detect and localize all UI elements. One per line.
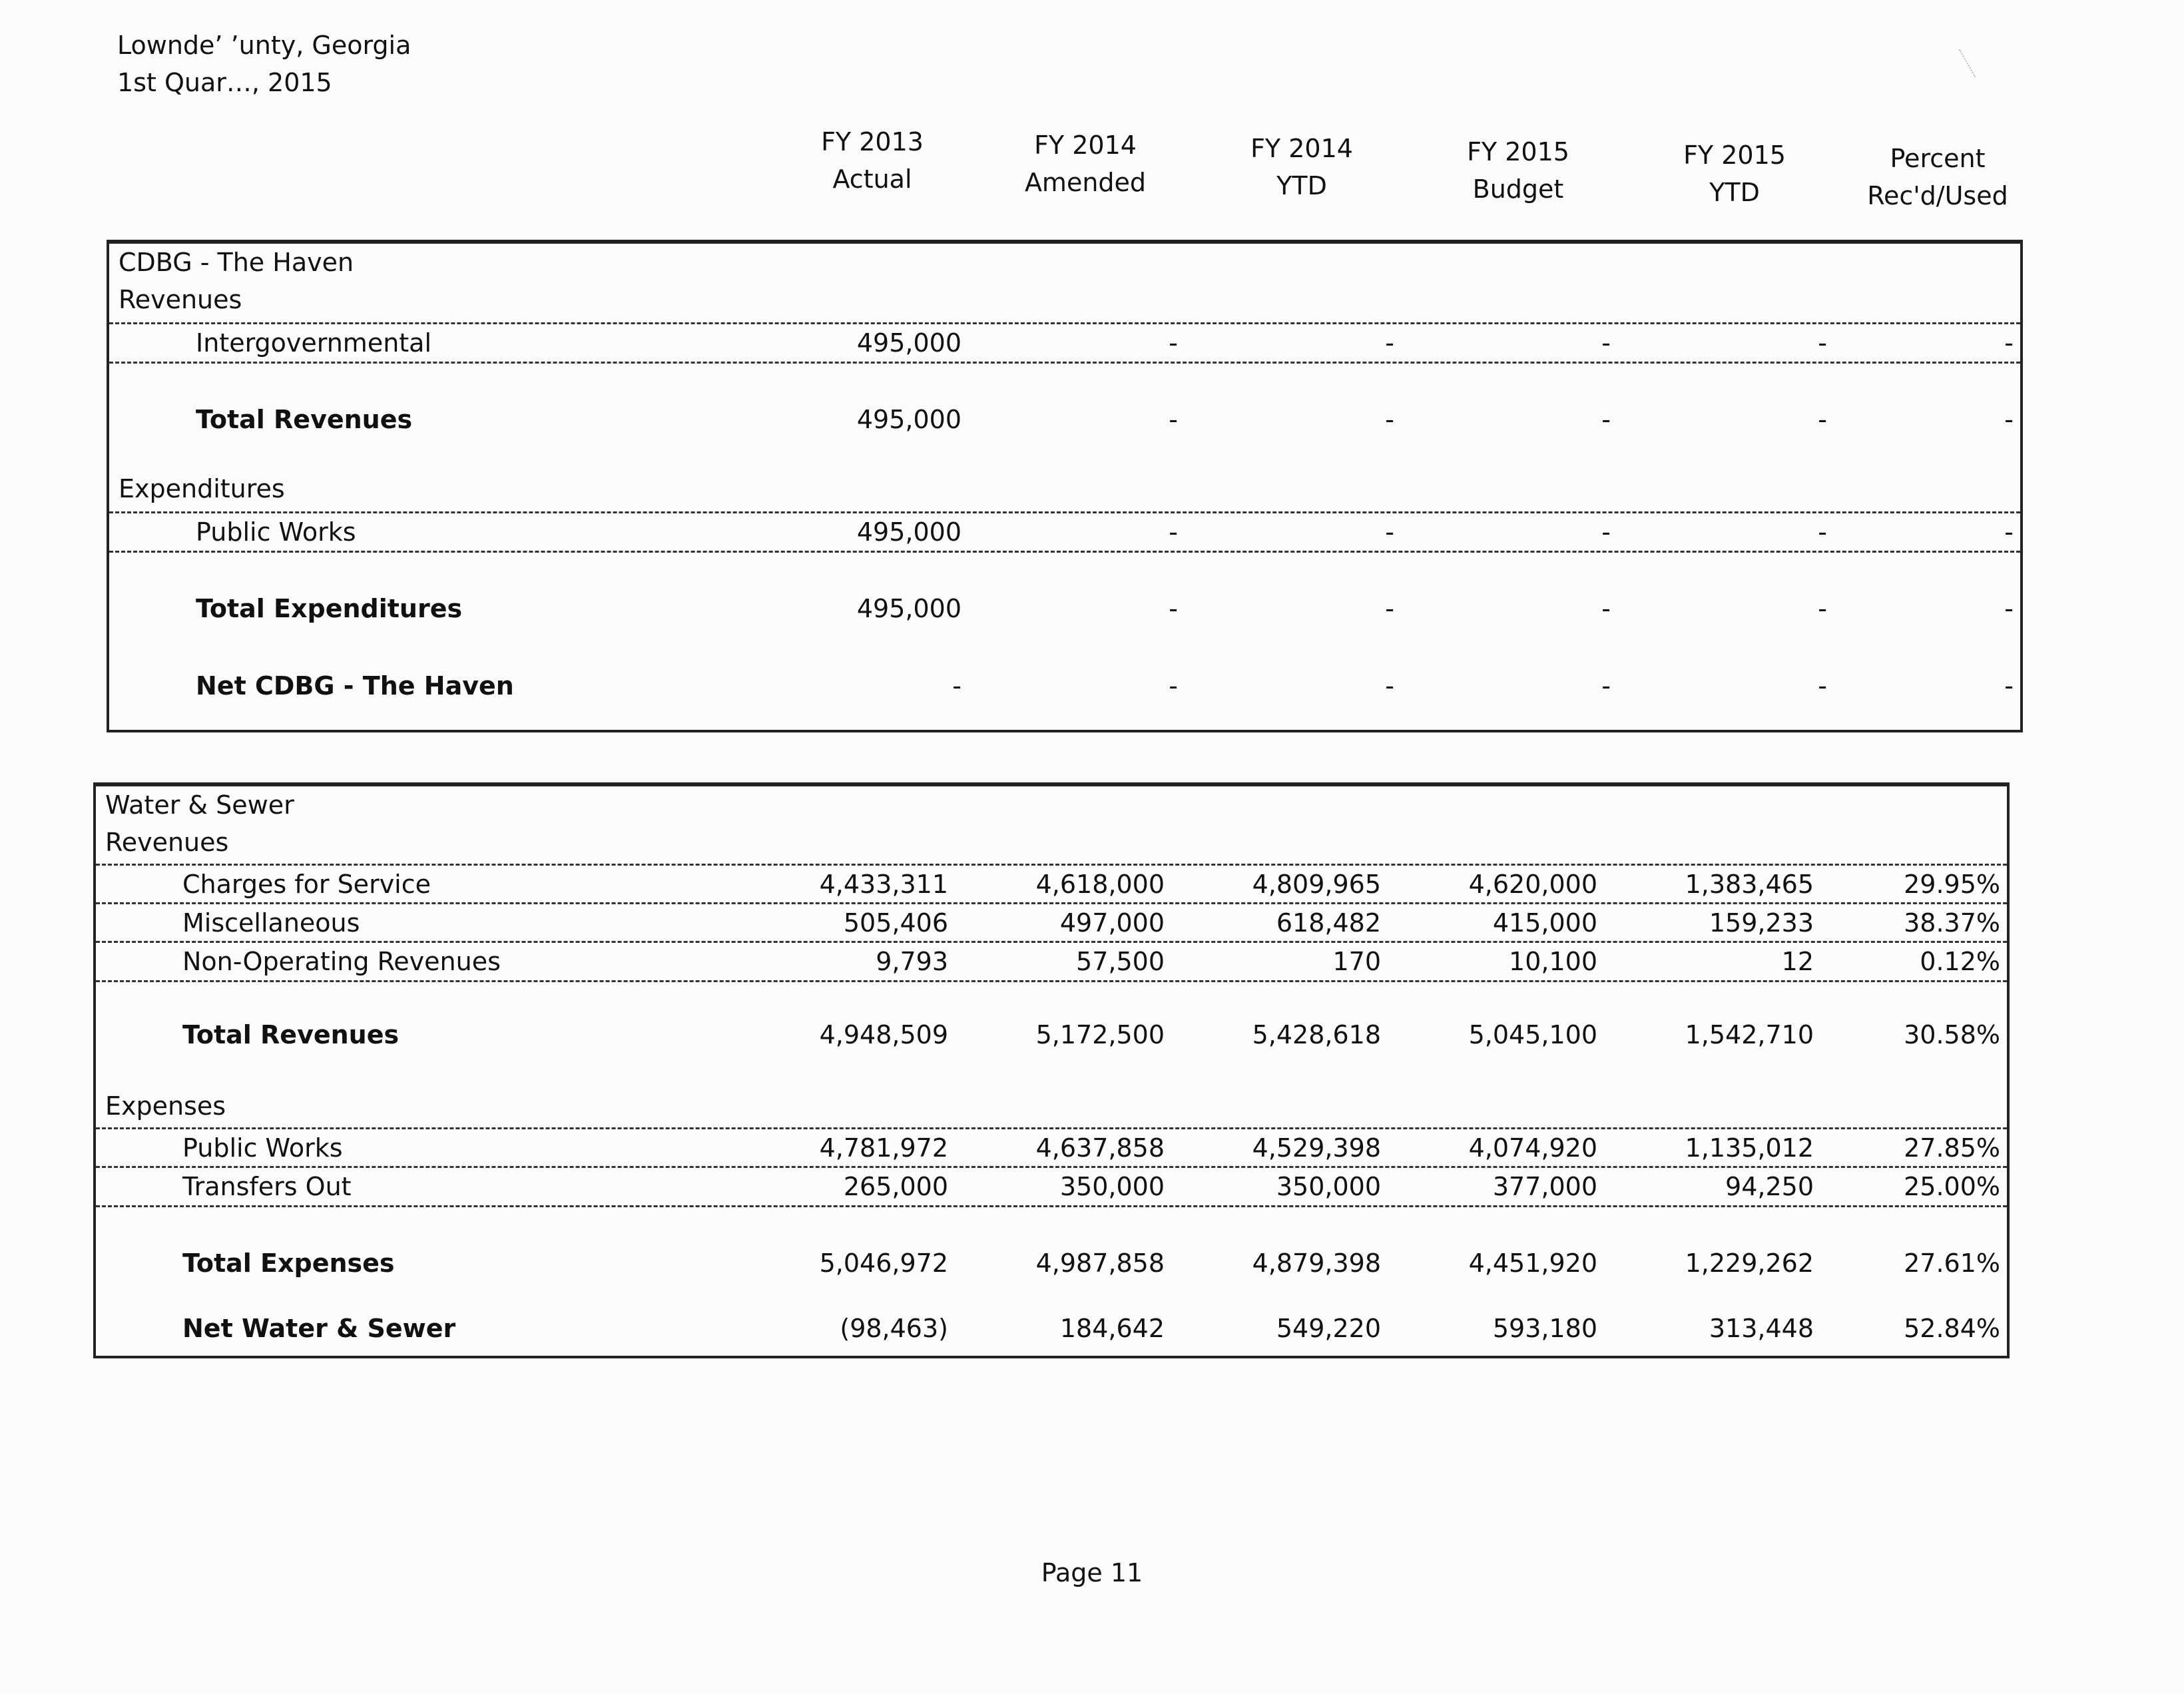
cell-percent: - — [2004, 517, 2014, 547]
cell-percent: - — [2004, 671, 2014, 701]
cell-fy2014-ytd: 4,879,398 — [1252, 1249, 1381, 1278]
cell-fy2015-budget: - — [1601, 328, 1611, 358]
row-label: Total Revenues — [196, 405, 413, 434]
water-sewer-section — [93, 782, 2010, 1358]
cell-percent: - — [2004, 328, 2014, 358]
cell-fy2014-ytd: - — [1385, 405, 1394, 434]
report-header — [117, 27, 411, 101]
cell-fy2013-actual: 495,000 — [856, 594, 961, 623]
cell-fy2014-amended: - — [1169, 517, 1178, 547]
cell-fy2015-ytd: - — [1818, 517, 1827, 547]
cell-fy2014-ytd: 170 — [1332, 947, 1381, 976]
cell-fy2013-actual: 495,000 — [856, 405, 961, 434]
column-header-line: Amended — [1024, 168, 1147, 197]
cell-fy2014-ytd: - — [1385, 517, 1394, 547]
column-header-line: FY 2013 — [821, 127, 924, 156]
column-header-percent — [1838, 140, 2038, 214]
cell-fy2015-budget: 4,451,920 — [1468, 1249, 1597, 1278]
period-title: 1st Quar…, 2015 — [117, 68, 332, 97]
cell-fy2014-amended: - — [1169, 594, 1178, 623]
cell-fy2014-ytd: - — [1385, 671, 1394, 701]
cell-fy2015-ytd: 1,542,710 — [1685, 1020, 1814, 1049]
cell-fy2013-actual: - — [952, 671, 961, 701]
cell-percent: - — [2004, 405, 2014, 434]
cell-fy2015-budget: 4,074,920 — [1468, 1133, 1597, 1163]
cell-fy2015-ytd: - — [1818, 594, 1827, 623]
table-row — [109, 401, 2020, 438]
cell-fy2014-ytd: 618,482 — [1276, 908, 1381, 938]
row-label: Charges for Service — [182, 870, 431, 899]
cdbg-expenditures-heading-row — [109, 470, 2020, 507]
section-title: CDBG - The Haven — [119, 248, 354, 277]
cell-fy2015-ytd: 1,383,465 — [1685, 870, 1814, 899]
column-header-fy2015-budget — [1418, 133, 1618, 208]
row-label: Total Revenues — [182, 1020, 400, 1049]
cell-fy2015-budget: - — [1601, 405, 1611, 434]
row-label: Net CDBG - The Haven — [196, 671, 514, 701]
cell-fy2014-amended: - — [1169, 328, 1178, 358]
row-label: Total Expenditures — [196, 594, 463, 623]
row-label: Transfers Out — [182, 1172, 352, 1201]
cell-fy2014-amended: 4,637,858 — [1035, 1133, 1165, 1163]
scan-mark — [1938, 49, 1976, 90]
column-header-line: YTD — [1709, 178, 1760, 207]
row-label: Intergovernmental — [196, 328, 432, 358]
water-title-row — [96, 786, 2007, 824]
column-header-fy2014-ytd — [1202, 130, 1402, 204]
section-title: Water & Sewer — [105, 790, 294, 820]
cell-fy2013-actual: 5,046,972 — [819, 1249, 948, 1278]
county-title: Lowndeʼ ʼunty, Georgia — [117, 31, 411, 60]
column-header-fy2013-actual — [772, 123, 972, 198]
cell-fy2015-ytd: 12 — [1781, 947, 1814, 976]
cell-fy2015-budget: 10,100 — [1509, 947, 1597, 976]
cell-fy2015-ytd: 1,229,262 — [1685, 1249, 1814, 1278]
cell-fy2013-actual: 4,433,311 — [819, 870, 948, 899]
cell-percent: 0.12% — [1920, 947, 2000, 976]
water-revenues-heading-row — [96, 824, 2007, 861]
water-expenses-heading-row — [96, 1087, 2007, 1125]
cell-fy2013-actual: 495,000 — [856, 517, 961, 547]
cell-fy2014-ytd: 4,529,398 — [1252, 1133, 1381, 1163]
table-row — [109, 322, 2020, 364]
cell-fy2015-ytd: - — [1818, 328, 1827, 358]
cell-fy2014-amended: - — [1169, 671, 1178, 701]
cell-fy2014-amended: 4,987,858 — [1035, 1249, 1165, 1278]
cell-percent: - — [2004, 594, 2014, 623]
column-header-line: Actual — [832, 164, 912, 194]
cell-fy2015-ytd: 1,135,012 — [1685, 1133, 1814, 1163]
table-row — [96, 864, 2007, 903]
page-number: Page 11 — [1041, 1558, 1143, 1587]
row-label: Total Expenses — [182, 1249, 395, 1278]
table-row — [109, 667, 2020, 705]
cell-fy2015-budget: - — [1601, 594, 1611, 623]
column-header-line: Rec'd/Used — [1867, 181, 2008, 210]
cell-fy2015-budget: 377,000 — [1492, 1172, 1597, 1201]
cell-percent: 29.95% — [1904, 870, 2000, 899]
cell-fy2013-actual: 265,000 — [843, 1172, 948, 1201]
table-row — [109, 590, 2020, 627]
column-header-line: FY 2014 — [1250, 134, 1353, 163]
cdbg-section — [107, 240, 2023, 732]
column-header-fy2014-amended — [985, 127, 1185, 201]
cell-fy2015-budget: 415,000 — [1492, 908, 1597, 938]
table-row — [96, 1166, 2007, 1207]
cell-fy2015-budget: - — [1601, 671, 1611, 701]
cell-fy2014-amended: 350,000 — [1059, 1172, 1165, 1201]
cell-fy2015-budget: 4,620,000 — [1468, 870, 1597, 899]
cell-percent: 25.00% — [1904, 1172, 2000, 1201]
cell-fy2014-ytd: 549,220 — [1276, 1314, 1381, 1343]
cell-fy2015-budget: - — [1601, 517, 1611, 547]
cell-fy2015-ytd: 159,233 — [1709, 908, 1814, 938]
column-header-line: Percent — [1890, 144, 1986, 173]
table-row — [96, 1016, 2007, 1053]
row-label: Miscellaneous — [182, 908, 360, 938]
row-label: Public Works — [196, 517, 356, 547]
cell-fy2014-ytd: 4,809,965 — [1252, 870, 1381, 899]
column-header-line: YTD — [1276, 171, 1327, 200]
cell-fy2014-ytd: - — [1385, 594, 1394, 623]
row-label: Non-Operating Revenues — [182, 947, 501, 976]
cell-fy2014-amended: 5,172,500 — [1035, 1020, 1165, 1049]
cell-fy2014-ytd: - — [1385, 328, 1394, 358]
cell-percent: 27.61% — [1904, 1249, 2000, 1278]
cdbg-revenues-heading-row — [109, 281, 2020, 318]
cell-fy2013-actual: 4,948,509 — [819, 1020, 948, 1049]
cell-fy2014-amended: 497,000 — [1059, 908, 1165, 938]
column-header-line: FY 2014 — [1034, 131, 1137, 160]
table-row — [109, 511, 2020, 553]
cell-fy2015-ytd: - — [1818, 405, 1827, 434]
column-header-line: Budget — [1472, 174, 1564, 204]
cell-fy2014-ytd: 5,428,618 — [1252, 1020, 1381, 1049]
section-subheading: Revenues — [105, 828, 229, 857]
table-row — [96, 941, 2007, 982]
cell-fy2013-actual: 505,406 — [843, 908, 948, 938]
cell-fy2014-amended: 4,618,000 — [1035, 870, 1165, 899]
table-row — [96, 902, 2007, 942]
cell-fy2014-amended: 57,500 — [1076, 947, 1165, 976]
cell-percent: 30.58% — [1904, 1020, 2000, 1049]
column-header-line: FY 2015 — [1467, 137, 1569, 166]
cell-fy2014-amended: 184,642 — [1059, 1314, 1165, 1343]
table-row — [96, 1245, 2007, 1282]
cell-fy2015-ytd: - — [1818, 671, 1827, 701]
cell-fy2014-ytd: 350,000 — [1276, 1172, 1381, 1201]
cell-fy2015-budget: 5,045,100 — [1468, 1020, 1597, 1049]
cell-percent: 27.85% — [1904, 1133, 2000, 1163]
cell-fy2015-ytd: 94,250 — [1725, 1172, 1814, 1201]
cdbg-title-row — [109, 244, 2020, 281]
cell-fy2015-budget: 593,180 — [1492, 1314, 1597, 1343]
column-header-fy2015-ytd — [1635, 137, 1834, 211]
cell-percent: 38.37% — [1904, 908, 2000, 938]
cell-fy2013-actual: (98,463) — [840, 1314, 948, 1343]
section-subheading: Revenues — [119, 285, 242, 314]
table-row — [96, 1310, 2007, 1347]
row-label: Public Works — [182, 1133, 343, 1163]
section-subheading: Expenditures — [119, 474, 285, 503]
cell-fy2013-actual: 9,793 — [876, 947, 948, 976]
row-label: Net Water & Sewer — [182, 1314, 456, 1343]
table-row — [96, 1127, 2007, 1167]
cell-fy2013-actual: 495,000 — [856, 328, 961, 358]
cell-fy2015-ytd: 313,448 — [1709, 1314, 1814, 1343]
column-header-line: FY 2015 — [1683, 141, 1786, 170]
cell-percent: 52.84% — [1904, 1314, 2000, 1343]
cell-fy2014-amended: - — [1169, 405, 1178, 434]
section-subheading: Expenses — [105, 1091, 226, 1121]
cell-fy2013-actual: 4,781,972 — [819, 1133, 948, 1163]
